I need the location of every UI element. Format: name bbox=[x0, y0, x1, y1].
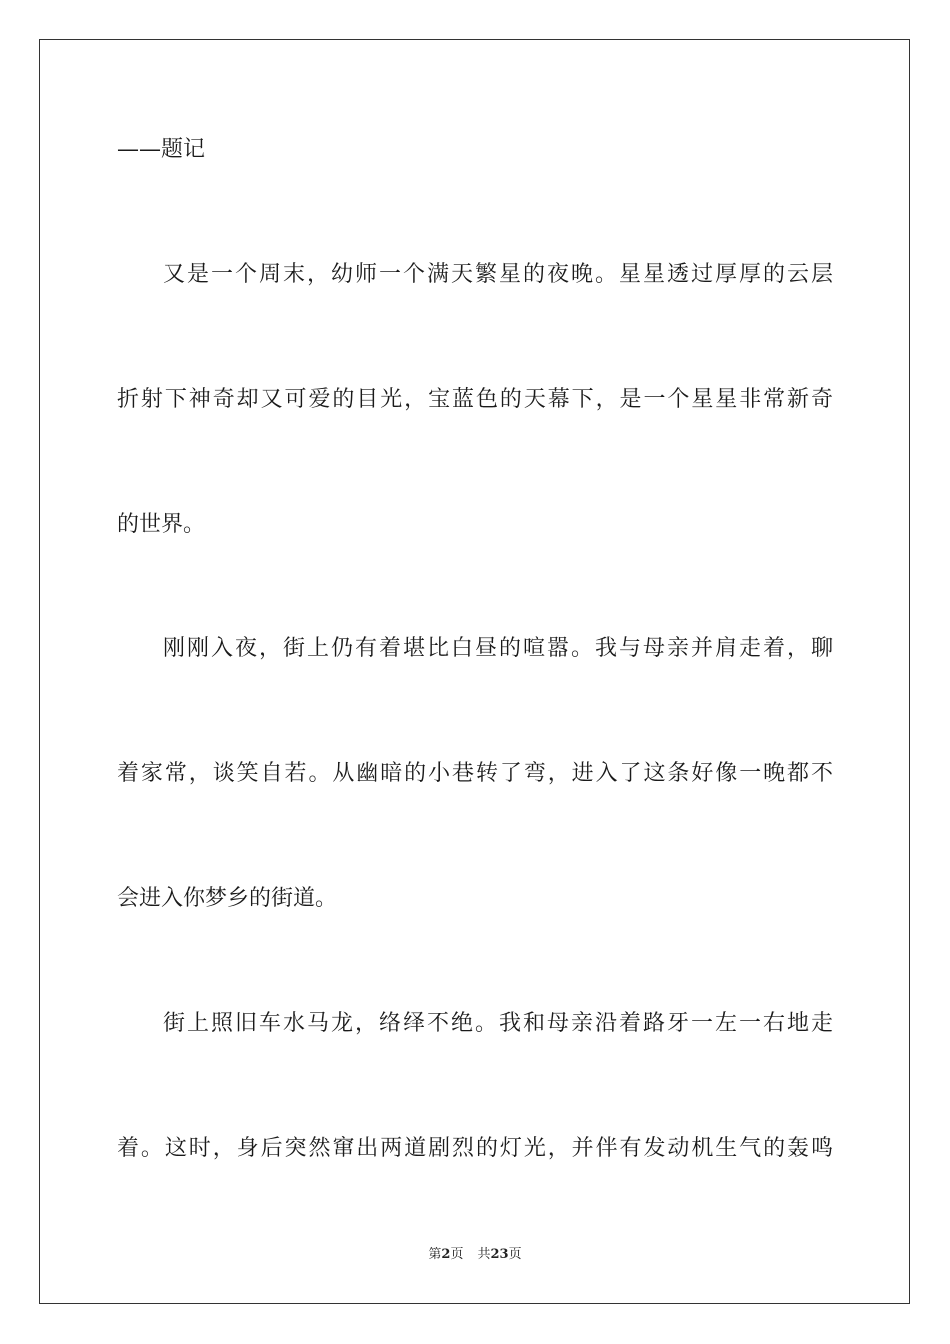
page-footer bbox=[0, 1246, 950, 1264]
page-border bbox=[39, 39, 910, 1304]
paragraph-line: 会进入你梦乡的街道。 bbox=[117, 886, 338, 911]
paragraph-line: 折射下神奇却又可爱的目光，宝蓝色的天幕下，是一个星星非常新奇 bbox=[117, 387, 833, 412]
page-number: 2 bbox=[441, 1247, 451, 1262]
paragraph-line: 的世界。 bbox=[117, 512, 206, 537]
page-suffix: 页 bbox=[450, 1247, 464, 1262]
total-prefix: 共 bbox=[477, 1247, 491, 1262]
paragraph-line: 街上照旧车水马龙，络绎不绝。我和母亲沿着路牙一左一右地走 bbox=[163, 1011, 833, 1036]
paragraph-line: 着家常，谈笑自若。从幽暗的小巷转了弯，进入了这条好像一晚都不 bbox=[117, 761, 833, 786]
epigraph-source: ——题记 bbox=[117, 137, 206, 162]
total-suffix: 页 bbox=[508, 1247, 522, 1262]
page-prefix: 第 bbox=[428, 1247, 442, 1262]
paragraph-line: 刚刚入夜，街上仍有着堪比白昼的喧嚣。我与母亲并肩走着，聊 bbox=[163, 636, 833, 661]
paragraph-line: 着。这时，身后突然窜出两道剧烈的灯光，并伴有发动机生气的轰鸣 bbox=[117, 1136, 833, 1161]
paragraph-line: 又是一个周末，幼师一个满天繁星的夜晚。星星透过厚厚的云层 bbox=[163, 262, 833, 287]
total-pages: 23 bbox=[490, 1247, 509, 1262]
